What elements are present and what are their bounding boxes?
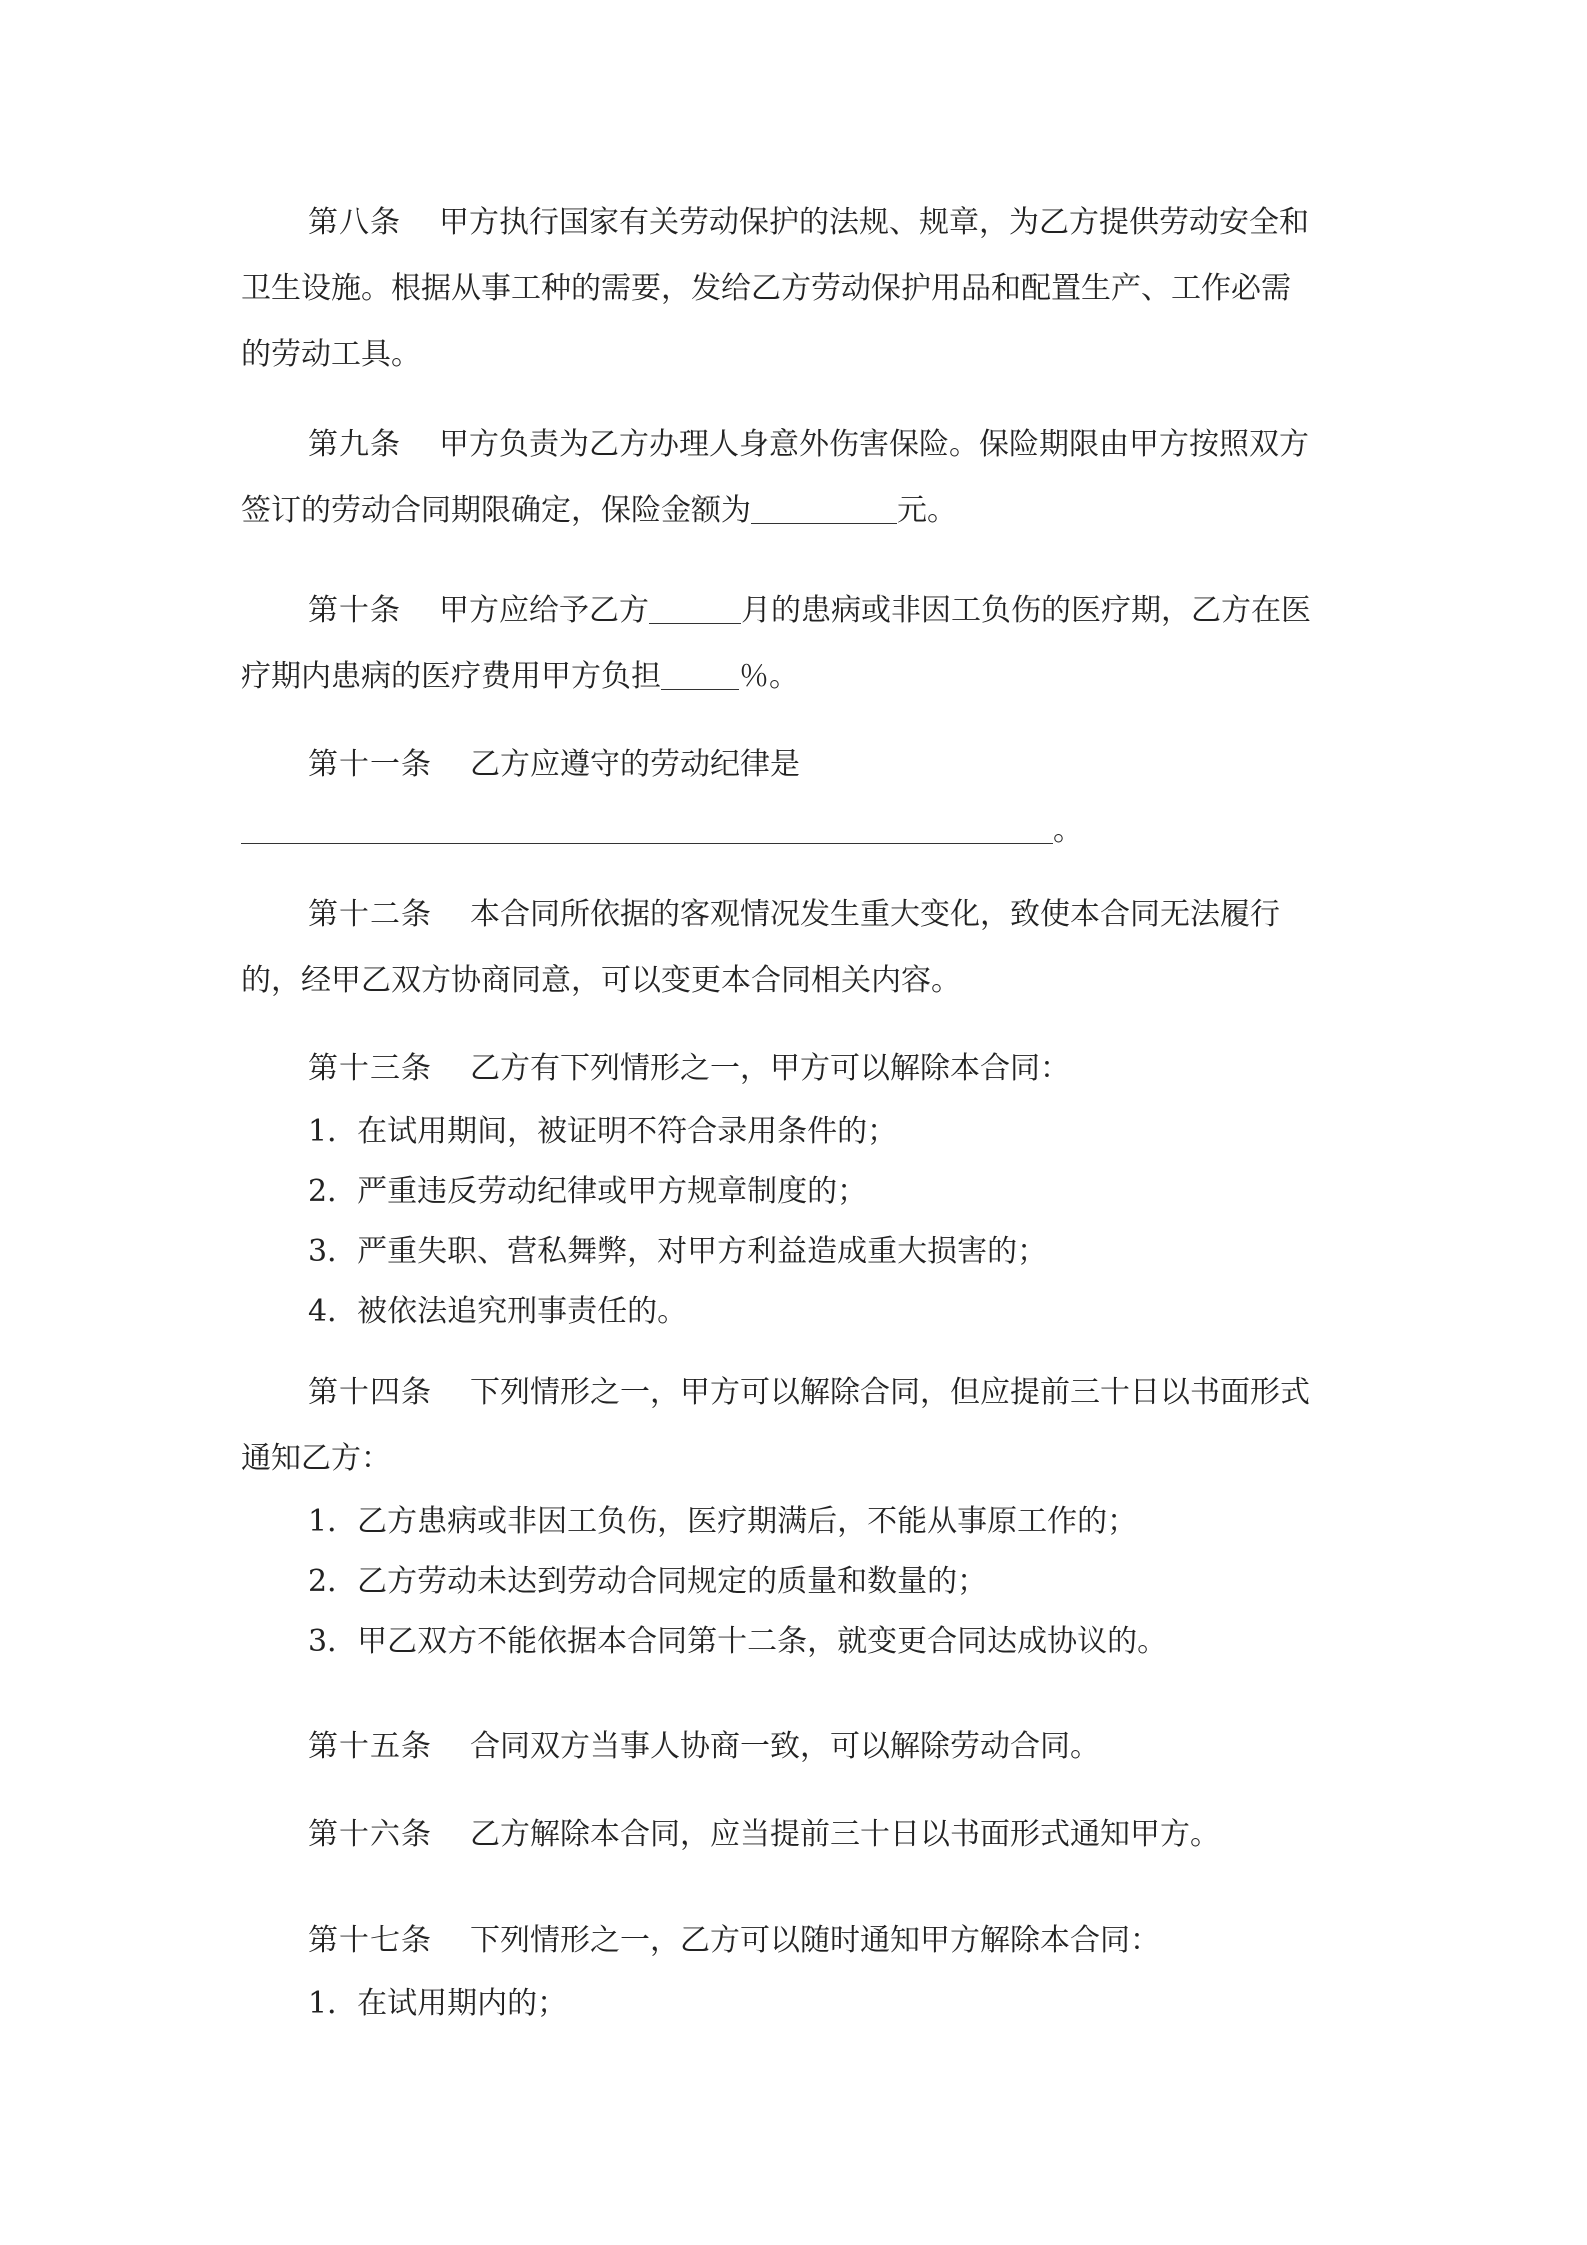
- list-item: 2．乙方劳动未达到劳动合同规定的质量和数量的；: [308, 1564, 988, 1599]
- list-item: 2．严重违反劳动纪律或甲方规章制度的；: [308, 1174, 868, 1209]
- article-13: [241, 1036, 1361, 1342]
- article-15-line-1: [241, 1714, 1361, 1780]
- article-heading: 第十二条: [308, 897, 432, 932]
- article-14: [241, 1360, 1361, 1672]
- article-10: [241, 578, 1361, 710]
- article-12-line-1: [241, 882, 1361, 948]
- article-8-line-1: [241, 190, 1361, 256]
- article-14-line-2: 通知乙方：: [241, 1441, 391, 1476]
- article-heading: 第十一条: [308, 747, 432, 782]
- article-text: 甲方执行国家有关劳动保护的法规、规章，为乙方提供劳动安全和: [439, 205, 1309, 240]
- article-9: [241, 412, 1361, 544]
- article-heading: 第十四条: [308, 1375, 432, 1410]
- document-page: [241, 190, 1361, 2054]
- article-text: 元。: [897, 493, 957, 528]
- article-17: [241, 1908, 1361, 2034]
- article-11: [241, 732, 1361, 864]
- article-heading: 第十条: [308, 593, 401, 628]
- article-13-line-1: [241, 1036, 1361, 1102]
- list-item: 3．严重失职、营私舞弊，对甲方利益造成重大损害的；: [308, 1234, 1048, 1269]
- article-9-line-1: [241, 412, 1361, 478]
- list-item: 1．在试用期内的；: [308, 1986, 568, 2021]
- article-text: 疗期内患病的医疗费用甲方负担: [241, 659, 661, 694]
- article-text: 乙方应遵守的劳动纪律是: [470, 747, 800, 782]
- article-text: 下列情形之一，乙方可以随时通知甲方解除本合同：: [470, 1923, 1160, 1958]
- article-text: 下列情形之一，甲方可以解除合同，但应提前三十日以书面形式: [470, 1375, 1310, 1410]
- article-text: 签订的劳动合同期限确定，保险金额为: [241, 493, 751, 528]
- article-8-line-3: 的劳动工具。: [241, 337, 421, 372]
- article-12: [241, 882, 1361, 1014]
- article-17-line-1: [241, 1908, 1361, 1974]
- article-8-line-2: 卫生设施。根据从事工种的需要，发给乙方劳动保护用品和配置生产、工作必需: [241, 271, 1291, 306]
- article-heading: 第十五条: [308, 1729, 432, 1764]
- article-text: 乙方有下列情形之一，甲方可以解除本合同：: [470, 1051, 1070, 1086]
- medical-cost-percent-blank[interactable]: [661, 657, 739, 690]
- article-text: 本合同所依据的客观情况发生重大变化，致使本合同无法履行: [470, 897, 1280, 932]
- insurance-amount-blank[interactable]: [751, 491, 897, 524]
- list-item: 1．乙方患病或非因工负伤，医疗期满后，不能从事原工作的；: [308, 1504, 1138, 1539]
- article-11-line-2: [241, 798, 1361, 864]
- article-text: ％。: [739, 659, 799, 694]
- article-heading: 第十三条: [308, 1051, 432, 1086]
- article-heading: 第十七条: [308, 1923, 432, 1958]
- medical-period-months-blank[interactable]: [649, 591, 741, 624]
- article-16-line-1: [241, 1802, 1361, 1868]
- article-text: 合同双方当事人协商一致，可以解除劳动合同。: [470, 1729, 1100, 1764]
- labor-discipline-blank[interactable]: [241, 811, 1053, 844]
- article-heading: 第八条: [308, 205, 401, 240]
- article-heading: 第十六条: [308, 1817, 432, 1852]
- article-heading: 第九条: [308, 427, 401, 462]
- article-15: [241, 1714, 1361, 1780]
- article-text: 甲方负责为乙方办理人身意外伤害保险。保险期限由甲方按照双方: [439, 427, 1309, 462]
- article-text: 月的患病或非因工负伤的医疗期，乙方在医: [741, 593, 1311, 628]
- article-text: 甲方应给予乙方: [439, 593, 649, 628]
- article-9-line-2: [241, 478, 1361, 544]
- article-8: [241, 190, 1361, 388]
- article-text: 乙方解除本合同，应当提前三十日以书面形式通知甲方。: [470, 1817, 1220, 1852]
- article-10-line-2: [241, 644, 1361, 710]
- article-16: [241, 1802, 1361, 1868]
- article-text: 。: [1053, 813, 1083, 848]
- list-item: 4．被依法追究刑事责任的。: [308, 1294, 688, 1329]
- article-14-line-1: [241, 1360, 1361, 1426]
- list-item: 3．甲乙双方不能依据本合同第十二条，就变更合同达成协议的。: [308, 1624, 1168, 1659]
- article-10-line-1: [241, 578, 1361, 644]
- article-12-line-2: 的，经甲乙双方协商同意，可以变更本合同相关内容。: [241, 963, 961, 998]
- article-11-line-1: [241, 732, 1361, 798]
- list-item: 1．在试用期间，被证明不符合录用条件的；: [308, 1114, 898, 1149]
